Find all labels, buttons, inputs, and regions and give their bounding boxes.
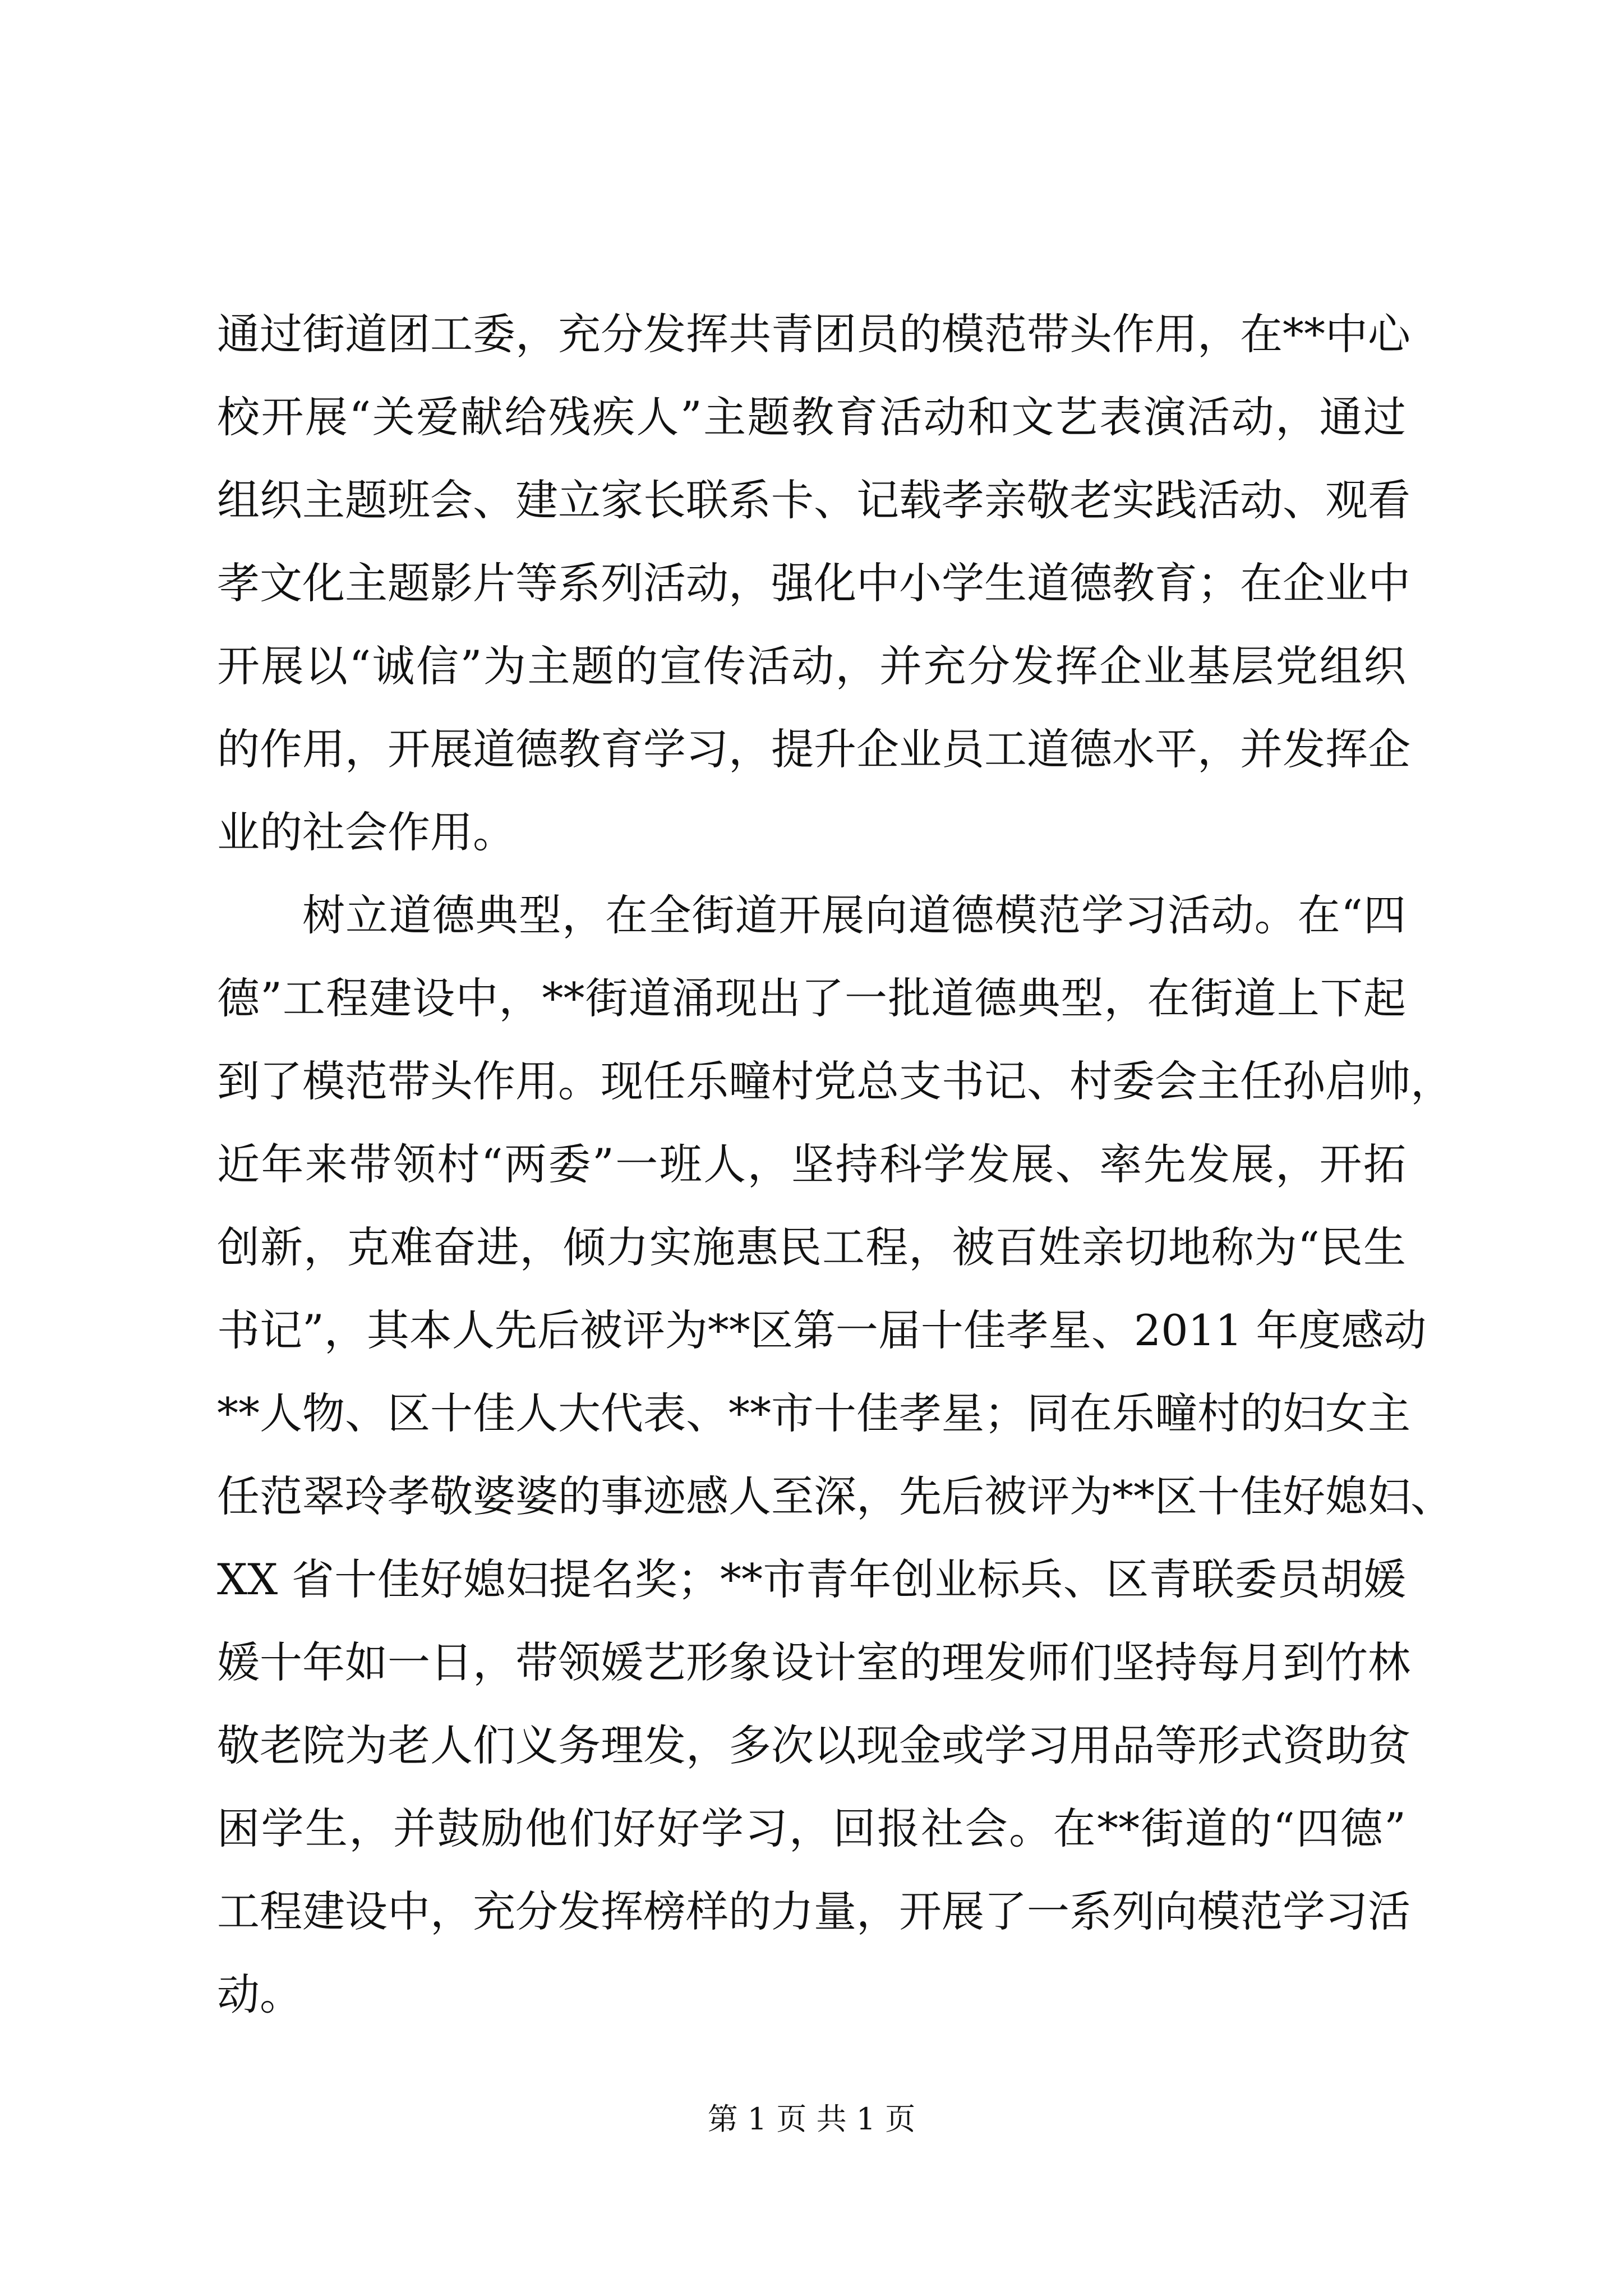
paragraph-2 (217, 874, 1453, 2036)
text-line: 开展以“诚信”为主题的宣传活动，并充分发挥企业基层党组织 (217, 641, 1406, 691)
text-line: 到了模范带头作用。现任乐疃村党总支书记、村委会主任孙启帅， (217, 1056, 1453, 1106)
text-line: **人物、区十佳人大代表、**市十佳孝星；同在乐疃村的妇女主 (217, 1388, 1410, 1438)
text-line: 组织主题班会、建立家长联系卡、记载孝亲敬老实践活动、观看 (217, 475, 1410, 525)
text-line: 书记”，其本人先后被评为**区第一届十佳孝星、2011 年度感动 (217, 1305, 1427, 1355)
text-line: 困学生，并鼓励他们好好学习，回报社会。在**街道的“四德” (217, 1803, 1406, 1853)
text-line: 校开展“关爱献给残疾人”主题教育活动和文艺表演活动，通过 (217, 392, 1406, 442)
text-line: 德”工程建设中，**街道涌现出了一批道德典型，在街道上下起 (217, 973, 1406, 1023)
text-line: 近年来带领村“两委”一班人，坚持科学发展、率先发展，开拓 (217, 1139, 1406, 1189)
text-line: 工程建设中，充分发挥榜样的力量，开展了一系列向模范学习活 (217, 1887, 1410, 1936)
text-line: 通过街道团工委，充分发挥共青团员的模范带头作用，在**中心 (217, 309, 1410, 359)
text-line: 的作用，开展道德教育学习，提升企业员工道德水平，并发挥企 (217, 724, 1410, 774)
text-line: XX 省十佳好媳妇提名奖；**市青年创业标兵、区青联委员胡媛 (217, 1554, 1406, 1604)
page-footer: 第 1 页 共 1 页 (707, 2101, 916, 2137)
text-line: 树立道德典型，在全街道开展向道德模范学习活动。在“四 (302, 890, 1406, 940)
text-line: 媛十年如一日，带领媛艺形象设计室的理发师们坚持每月到竹林 (217, 1637, 1410, 1687)
document-body (217, 293, 1453, 2036)
text-line: 动。 (217, 1970, 302, 2019)
text-line: 任范翠玲孝敬婆婆的事迹感人至深，先后被评为**区十佳好媳妇、 (217, 1471, 1453, 1521)
text-line: 孝文化主题影片等系列活动，强化中小学生道德教育；在企业中 (217, 558, 1410, 608)
text-line: 创新，克难奋进，倾力实施惠民工程，被百姓亲切地称为“民生 (217, 1222, 1406, 1272)
text-line: 敬老院为老人们义务理发，多次以现金或学习用品等形式资助贫 (217, 1720, 1410, 1770)
paragraph-1 (217, 293, 1410, 874)
text-line: 业的社会作用。 (217, 807, 515, 857)
